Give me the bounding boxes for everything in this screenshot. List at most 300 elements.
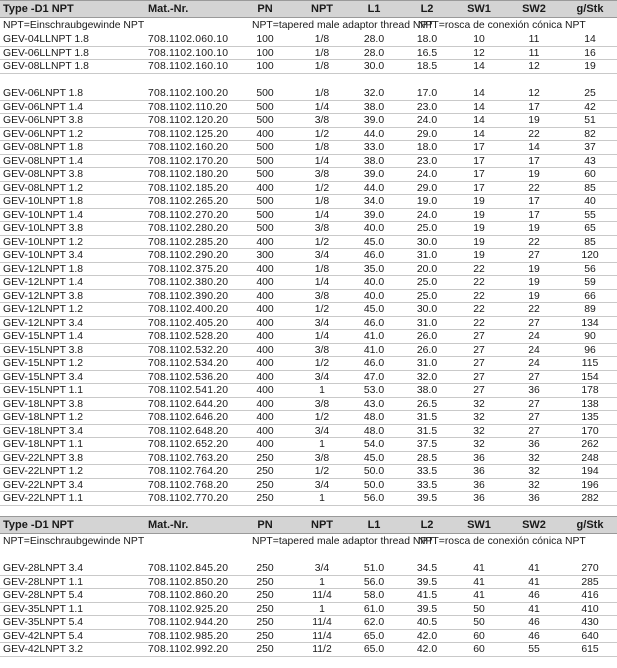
cell-sw2: 17 <box>528 196 540 207</box>
cell-type: GEV-06LNPT 1.2 <box>3 128 84 140</box>
cell-type: GEV-22LNPT 3.8 <box>3 452 84 464</box>
cell-sw2: 41 <box>528 563 540 574</box>
table-row <box>0 562 617 576</box>
table-row <box>0 182 617 196</box>
cell-weight: 178 <box>581 385 599 396</box>
cell-type: GEV-22LNPT 1.2 <box>3 466 84 477</box>
table-row <box>0 411 617 425</box>
cell-weight: 55 <box>584 209 596 221</box>
cell-l1: 40.0 <box>363 290 385 302</box>
cell-pn: 500 <box>256 88 274 99</box>
cell-l1: 38.0 <box>363 155 385 167</box>
cell-sw1: 27 <box>473 344 485 356</box>
cell-sw2: 14 <box>528 142 540 153</box>
product-table-2 <box>0 516 617 657</box>
cell-npt: 1/8 <box>314 142 330 153</box>
cell-sw1: 17 <box>473 169 485 180</box>
cell-weight: 85 <box>584 236 596 248</box>
cell-type: GEV-15LNPT 1.2 <box>3 358 84 369</box>
cell-type: GEV-10LNPT 1.8 <box>3 196 84 207</box>
note-es: NPT=rosca de conexión cónica NPT <box>418 20 586 31</box>
cell-weight: 285 <box>581 576 599 588</box>
header-weight: g/Stk <box>576 518 604 531</box>
cell-l1: 34.0 <box>363 196 385 207</box>
cell-npt: 1/8 <box>314 88 330 99</box>
cell-mat-nr: 708.1102.110.20 <box>148 101 228 113</box>
table-row <box>0 209 617 223</box>
cell-weight: 416 <box>581 590 599 601</box>
cell-mat-nr: 708.1102.992.20 <box>148 644 229 655</box>
cell-pn: 400 <box>256 263 274 275</box>
cell-sw2: 46 <box>528 617 540 628</box>
cell-sw1: 41 <box>473 576 485 588</box>
cell-l2: 24.0 <box>416 209 438 221</box>
cell-weight: 410 <box>581 603 599 615</box>
cell-type: GEV-06LNPT 3.8 <box>3 115 84 126</box>
cell-type: GEV-08LNPT 1.2 <box>3 182 84 194</box>
cell-sw2: 11 <box>528 34 540 45</box>
cell-mat-nr: 708.1102.375.20 <box>148 263 229 275</box>
header-npt: NPT <box>311 3 333 15</box>
cell-sw1: 50 <box>473 603 485 615</box>
cell-npt: 1/8 <box>314 61 330 72</box>
cell-sw2: 27 <box>528 412 540 423</box>
cell-l2: 41.5 <box>416 590 438 601</box>
header-sw1: SW1 <box>467 518 491 531</box>
cell-pn: 250 <box>256 466 274 477</box>
cell-npt: 11/2 <box>312 644 332 655</box>
table-row <box>0 317 617 331</box>
cell-l2: 20.0 <box>416 263 438 275</box>
table-row <box>0 589 617 603</box>
cell-l2: 24.0 <box>416 169 438 180</box>
cell-sw1: 10 <box>473 34 485 45</box>
cell-l1: 65.0 <box>363 630 385 642</box>
cell-npt: 1/4 <box>314 101 330 113</box>
cell-l2: 37.5 <box>416 439 438 450</box>
cell-sw1: 27 <box>473 358 485 369</box>
cell-pn: 500 <box>256 115 274 126</box>
cell-sw2: 24 <box>528 344 540 356</box>
cell-sw1: 36 <box>473 479 485 491</box>
cell-weight: 37 <box>584 142 596 153</box>
cell-pn: 250 <box>256 479 274 491</box>
cell-weight: 262 <box>581 439 599 450</box>
cell-l1: 50.0 <box>363 479 385 491</box>
cell-pn: 400 <box>256 290 274 302</box>
table-row <box>0 603 617 617</box>
cell-mat-nr: 708.1102.405.20 <box>148 317 229 329</box>
cell-mat-nr: 708.1102.985.20 <box>148 630 229 642</box>
cell-sw2: 36 <box>528 385 540 396</box>
cell-l1: 39.0 <box>363 169 385 180</box>
cell-sw2: 19 <box>528 115 540 126</box>
cell-weight: 134 <box>581 317 599 329</box>
cell-sw1: 27 <box>473 385 485 396</box>
cell-pn: 400 <box>256 425 274 437</box>
cell-sw1: 41 <box>473 590 485 601</box>
cell-l2: 30.0 <box>416 236 438 248</box>
cell-l1: 45.0 <box>363 452 385 464</box>
cell-sw1: 14 <box>473 101 485 113</box>
header-npt: NPT <box>311 518 333 531</box>
cell-l2: 23.0 <box>416 155 438 167</box>
cell-type: GEV-08LNPT 1.4 <box>3 155 84 167</box>
cell-l2: 25.0 <box>416 223 438 234</box>
cell-l2: 31.0 <box>416 317 438 329</box>
cell-mat-nr: 708.1102.860.20 <box>148 590 229 601</box>
cell-npt: 1/2 <box>314 412 330 423</box>
cell-npt: 1/8 <box>314 263 330 275</box>
group-spacer <box>0 549 617 563</box>
cell-sw1: 14 <box>473 61 485 72</box>
cell-pn: 400 <box>256 358 274 369</box>
cell-pn: 400 <box>256 317 274 329</box>
cell-pn: 500 <box>256 101 274 113</box>
cell-l2: 33.5 <box>416 466 438 477</box>
cell-type: GEV-28LNPT 5.4 <box>3 590 84 601</box>
cell-sw1: 17 <box>473 182 485 194</box>
cell-l1: 46.0 <box>363 358 385 369</box>
cell-sw2: 32 <box>528 452 540 464</box>
table-row <box>0 384 617 398</box>
cell-l1: 43.0 <box>363 398 385 410</box>
cell-l1: 40.0 <box>363 223 385 234</box>
table-row <box>0 452 617 466</box>
cell-l2: 31.5 <box>416 425 438 437</box>
cell-weight: 89 <box>584 304 596 315</box>
header-mat-nr: Mat.-Nr. <box>148 3 189 15</box>
cell-sw1: 14 <box>473 128 485 140</box>
cell-pn: 400 <box>256 236 274 248</box>
cell-sw2: 12 <box>528 61 540 72</box>
cell-type: GEV-28LNPT 1.1 <box>3 576 84 588</box>
cell-l1: 45.0 <box>363 236 385 248</box>
cell-l1: 65.0 <box>363 644 385 655</box>
cell-weight: 115 <box>581 358 599 369</box>
cell-type: GEV-10LNPT 1.2 <box>3 236 84 248</box>
table-row <box>0 236 617 250</box>
cell-sw2: 19 <box>528 277 540 288</box>
cell-mat-nr: 708.1102.770.20 <box>148 493 229 504</box>
cell-sw2: 22 <box>528 236 540 248</box>
cell-npt: 1/2 <box>314 304 330 315</box>
cell-npt: 3/4 <box>314 563 330 574</box>
table-row <box>0 263 617 277</box>
cell-weight: 154 <box>581 371 599 383</box>
cell-sw1: 17 <box>473 155 485 167</box>
cell-type: GEV-08LNPT 3.8 <box>3 169 84 180</box>
cell-pn: 250 <box>256 493 274 504</box>
cell-sw2: 41 <box>528 576 540 588</box>
header-l1: L1 <box>367 518 381 531</box>
cell-sw1: 32 <box>473 412 485 423</box>
cell-npt: 3/4 <box>314 250 330 261</box>
cell-pn: 400 <box>256 331 274 342</box>
cell-npt: 3/8 <box>314 398 330 410</box>
table-row <box>0 425 617 439</box>
table-spacer <box>0 506 617 516</box>
cell-l1: 28.0 <box>363 34 385 45</box>
cell-sw2: 36 <box>528 439 540 450</box>
cell-l1: 48.0 <box>363 425 385 437</box>
thread-note <box>0 18 617 33</box>
cell-mat-nr: 708.1102.850.20 <box>148 576 229 588</box>
cell-pn: 400 <box>256 128 274 140</box>
cell-type: GEV-15LNPT 1.1 <box>3 385 84 396</box>
cell-l1: 45.0 <box>363 304 385 315</box>
cell-l2: 30.0 <box>416 304 438 315</box>
cell-type: GEV-08LLNPT 1.8 <box>3 61 89 72</box>
cell-npt: 3/4 <box>314 317 330 329</box>
cell-l2: 29.0 <box>416 182 438 194</box>
cell-l1: 30.0 <box>363 61 385 72</box>
cell-l1: 40.0 <box>363 277 385 288</box>
cell-mat-nr: 708.1102.100.20 <box>148 88 229 99</box>
cell-sw1: 36 <box>473 493 485 504</box>
table-row <box>0 616 617 630</box>
cell-mat-nr: 708.1102.100.10 <box>148 47 229 59</box>
cell-weight: 194 <box>581 466 599 477</box>
cell-sw2: 24 <box>528 331 540 342</box>
cell-l2: 33.5 <box>416 479 438 491</box>
cell-type: GEV-12LNPT 1.4 <box>3 277 84 288</box>
cell-l2: 19.0 <box>416 196 438 207</box>
cell-npt: 3/8 <box>314 223 330 234</box>
cell-npt: 1/4 <box>314 277 330 288</box>
header-l2: L2 <box>420 3 434 15</box>
cell-l2: 31.5 <box>416 412 438 423</box>
cell-sw1: 22 <box>473 290 485 302</box>
cell-l2: 16.5 <box>416 47 438 59</box>
cell-l2: 25.0 <box>416 277 438 288</box>
cell-l2: 39.5 <box>416 603 438 615</box>
cell-weight: 430 <box>581 617 599 628</box>
cell-npt: 1/8 <box>314 196 330 207</box>
table-row <box>0 576 617 590</box>
cell-mat-nr: 708.1102.380.20 <box>148 277 229 288</box>
cell-mat-nr: 708.1102.764.20 <box>148 466 229 477</box>
cell-weight: 66 <box>584 290 596 302</box>
cell-sw1: 32 <box>473 425 485 437</box>
cell-npt: 1/4 <box>314 331 330 342</box>
cell-sw1: 22 <box>473 317 485 329</box>
header-pn: PN <box>257 3 273 15</box>
cell-l2: 17.0 <box>416 88 438 99</box>
table-row <box>0 438 617 452</box>
table-1-group-1 <box>0 33 617 74</box>
cell-mat-nr: 708.1102.285.20 <box>148 236 229 248</box>
cell-mat-nr: 708.1102.652.20 <box>148 439 229 450</box>
cell-npt: 1/2 <box>314 466 330 477</box>
cell-l1: 46.0 <box>363 317 385 329</box>
table-row <box>0 168 617 182</box>
cell-weight: 640 <box>581 630 599 642</box>
cell-weight: 19 <box>584 61 596 72</box>
cell-pn: 400 <box>256 371 274 383</box>
cell-pn: 250 <box>256 630 274 642</box>
cell-sw1: 19 <box>473 209 485 221</box>
cell-type: GEV-42LNPT 5.4 <box>3 630 84 642</box>
cell-l2: 24.0 <box>416 115 438 126</box>
cell-type: GEV-10LNPT 3.4 <box>3 250 84 261</box>
cell-l1: 32.0 <box>363 88 385 99</box>
cell-sw2: 22 <box>528 182 540 194</box>
cell-l1: 61.0 <box>363 603 385 615</box>
cell-npt: 1/2 <box>314 236 330 248</box>
cell-type: GEV-12LNPT 3.8 <box>3 290 84 302</box>
header-pn: PN <box>257 518 273 531</box>
note-de: NPT=Einschraubgewinde NPT <box>3 20 145 31</box>
header-mat-nr: Mat.-Nr. <box>148 518 189 531</box>
cell-sw2: 41 <box>528 603 540 615</box>
cell-l2: 39.5 <box>416 576 438 588</box>
header-l1: L1 <box>367 3 381 15</box>
cell-weight: 56 <box>584 263 596 275</box>
cell-pn: 250 <box>256 617 274 628</box>
cell-sw2: 46 <box>528 590 540 601</box>
cell-sw1: 22 <box>473 263 485 275</box>
cell-sw1: 22 <box>473 304 485 315</box>
cell-l2: 31.0 <box>416 358 438 369</box>
cell-pn: 500 <box>256 155 274 167</box>
table-1-group-2 <box>0 87 617 506</box>
thread-note <box>0 534 617 549</box>
cell-l1: 58.0 <box>363 590 385 601</box>
table-row <box>0 155 617 169</box>
cell-sw1: 17 <box>473 142 485 153</box>
cell-mat-nr: 708.1102.400.20 <box>148 304 229 315</box>
cell-sw2: 19 <box>528 263 540 275</box>
cell-sw2: 32 <box>528 479 540 491</box>
cell-mat-nr: 708.1102.925.20 <box>148 603 229 615</box>
cell-sw1: 12 <box>473 47 485 59</box>
cell-weight: 270 <box>581 563 599 574</box>
cell-sw1: 14 <box>473 115 485 126</box>
table-row <box>0 357 617 371</box>
cell-sw1: 19 <box>473 236 485 248</box>
cell-l2: 32.0 <box>416 371 438 383</box>
cell-weight: 42 <box>584 101 596 113</box>
cell-weight: 196 <box>581 479 599 491</box>
cell-sw2: 27 <box>528 317 540 329</box>
cell-sw2: 19 <box>528 223 540 234</box>
cell-weight: 16 <box>584 47 596 59</box>
table-row <box>0 87 617 101</box>
cell-mat-nr: 708.1102.120.20 <box>148 115 229 126</box>
cell-l2: 18.5 <box>416 61 438 72</box>
cell-sw2: 17 <box>528 209 540 221</box>
cell-mat-nr: 708.1102.160.10 <box>148 61 229 72</box>
table-row <box>0 643 617 657</box>
cell-sw1: 19 <box>473 250 485 261</box>
cell-mat-nr: 708.1102.180.20 <box>148 169 229 180</box>
cell-l2: 42.0 <box>416 630 438 642</box>
note-en: NPT=tapered male adaptor thread NPT <box>252 535 434 547</box>
table-row <box>0 128 617 142</box>
cell-mat-nr: 708.1102.125.20 <box>148 128 229 140</box>
cell-sw2: 24 <box>528 358 540 369</box>
table-row <box>0 276 617 290</box>
cell-sw2: 36 <box>528 493 540 504</box>
cell-type: GEV-10LNPT 1.4 <box>3 209 84 221</box>
cell-pn: 250 <box>256 644 274 655</box>
table-row <box>0 290 617 304</box>
cell-mat-nr: 708.1102.541.20 <box>148 385 229 396</box>
cell-weight: 282 <box>581 493 599 504</box>
cell-npt: 1 <box>319 385 325 396</box>
cell-type: GEV-15LNPT 3.8 <box>3 344 84 356</box>
group-spacer <box>0 74 617 88</box>
cell-weight: 120 <box>581 250 599 261</box>
cell-npt: 1 <box>319 576 325 588</box>
cell-mat-nr: 708.1102.270.20 <box>148 209 229 221</box>
cell-type: GEV-12LNPT 3.4 <box>3 317 84 329</box>
cell-pn: 500 <box>256 223 274 234</box>
cell-weight: 90 <box>584 331 596 342</box>
header-l2: L2 <box>420 518 434 531</box>
cell-l1: 53.0 <box>363 385 385 396</box>
cell-mat-nr: 708.1102.532.20 <box>148 344 229 356</box>
cell-sw1: 19 <box>473 223 485 234</box>
cell-mat-nr: 708.1102.534.20 <box>148 358 229 369</box>
cell-l1: 51.0 <box>363 563 385 574</box>
note-es: NPT=rosca de conexión cónica NPT <box>418 535 586 547</box>
cell-l2: 18.0 <box>416 34 438 45</box>
cell-type: GEV-22LNPT 3.4 <box>3 479 84 491</box>
cell-type: GEV-04LLNPT 1.8 <box>3 34 89 45</box>
cell-type: GEV-12LNPT 1.8 <box>3 263 84 275</box>
cell-npt: 1 <box>319 603 325 615</box>
cell-l2: 25.0 <box>416 290 438 302</box>
cell-sw2: 27 <box>528 250 540 261</box>
cell-npt: 1/2 <box>314 128 330 140</box>
cell-l1: 41.0 <box>363 344 385 356</box>
cell-type: GEV-18LNPT 1.2 <box>3 412 84 423</box>
cell-l1: 44.0 <box>363 128 385 140</box>
cell-type: GEV-18LNPT 3.8 <box>3 398 84 410</box>
cell-type: GEV-08LNPT 1.8 <box>3 142 84 153</box>
table-row <box>0 195 617 209</box>
cell-sw2: 19 <box>528 169 540 180</box>
cell-mat-nr: 708.1102.648.20 <box>148 425 229 437</box>
table-row <box>0 303 617 317</box>
cell-sw1: 60 <box>473 630 485 642</box>
cell-mat-nr: 708.1102.845.20 <box>148 563 229 574</box>
cell-sw2: 17 <box>528 155 540 167</box>
cell-sw2: 32 <box>528 466 540 477</box>
cell-mat-nr: 708.1102.170.20 <box>148 155 229 167</box>
cell-type: GEV-18LNPT 1.1 <box>3 439 84 450</box>
cell-l2: 42.0 <box>416 644 438 655</box>
cell-pn: 400 <box>256 439 274 450</box>
cell-npt: 1 <box>319 493 325 504</box>
cell-l2: 40.5 <box>416 617 438 628</box>
cell-l1: 47.0 <box>363 371 385 383</box>
cell-npt: 11/4 <box>312 617 332 628</box>
cell-sw2: 27 <box>528 425 540 437</box>
cell-pn: 400 <box>256 412 274 423</box>
cell-l1: 56.0 <box>363 576 385 588</box>
cell-type: GEV-22LNPT 1.1 <box>3 493 84 504</box>
cell-l1: 39.0 <box>363 115 385 126</box>
table-row <box>0 630 617 644</box>
table-row <box>0 141 617 155</box>
cell-pn: 500 <box>256 169 274 180</box>
cell-l2: 26.0 <box>416 344 438 356</box>
table-header <box>0 516 617 534</box>
cell-pn: 400 <box>256 304 274 315</box>
